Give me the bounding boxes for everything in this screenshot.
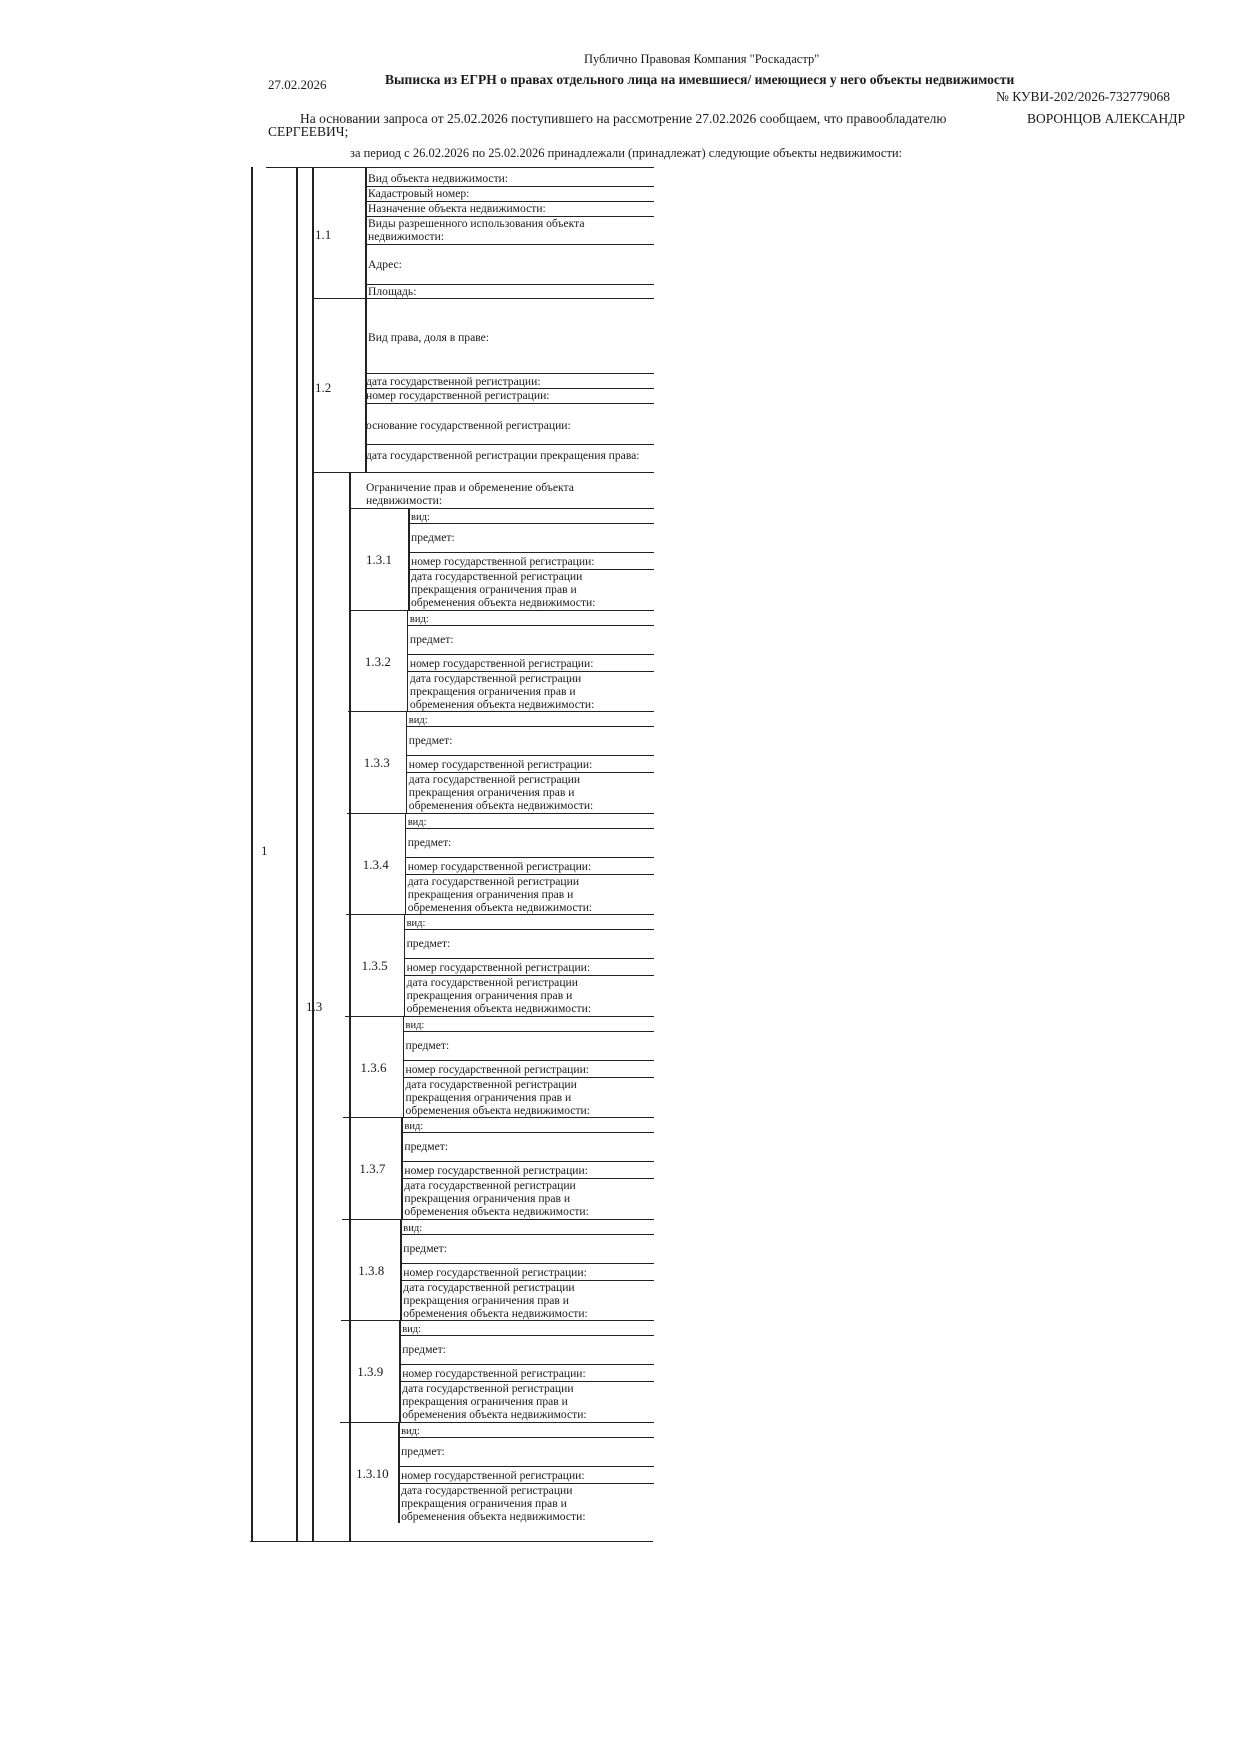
field-label: предмет: [406,937,451,950]
restriction-top-line [346,914,654,915]
field-label: вид: [405,1019,425,1031]
restriction-number: 1.3.10 [356,1465,389,1481]
field-line [398,1466,654,1467]
field-label: вид: [411,512,430,523]
restriction-number: 1.3.6 [360,1059,387,1075]
field-label: дата государственной регистрации прекращения ограничения прав и обременения объекта недвижимости: [401,1483,586,1523]
field-line [404,929,654,930]
section-heading: Ограничение прав и обременение объекта недвижимости: [366,481,574,507]
field-label: дата государственной регистрации прекращения права: [366,449,640,462]
restriction-top-line [343,1117,654,1118]
intro-text: На основании запроса от 25.02.2026 поступившего на рассмотрение 27.02.2026 сообщаем, что правообладателю [300,111,947,126]
field-label: дата государственной регистрации прекращения ограничения прав и обременения объекта недвижимости: [406,976,592,1015]
field-line [407,625,654,626]
field-line [366,403,654,404]
field-label: предмет: [408,734,453,747]
field-label: Адрес: [368,258,402,271]
period-line: за период с 26.02.2026 по 25.02.2026 принадлежали (принадлежат) следующие объекты недвижимости: [350,146,903,160]
field-label: номер государственной регистрации: [408,758,593,771]
restriction-number: 1.3.2 [364,653,391,669]
field-label: дата государственной регистрации прекращения ограничения прав и обременения объекта недвижимости: [405,1077,590,1117]
table-left-border [251,167,253,1541]
field-label: дата государственной регистрации прекращения ограничения прав и обременения объекта недвижимости: [409,671,595,711]
field-label: дата государственной регистрации прекращения ограничения прав и обременения объекта недвижимости: [402,1382,587,1421]
field-line [400,1234,654,1235]
section-divider [312,472,654,473]
restriction-number: 1.3.1 [366,552,392,567]
field-label: номер государственной регистрации: [405,1062,590,1076]
restriction-number: 1.3.4 [362,856,389,872]
field-label: Кадастровый номер: [368,187,470,200]
field-line [403,1060,655,1061]
field-label: номер государственной регистрации: [403,1265,587,1279]
restriction-top-line [347,813,654,814]
field-label: номер государственной регистрации: [366,389,550,402]
field-label: основание государственной регистрации: [366,419,571,432]
column-divider [349,472,351,1541]
document-date: 27.02.2026 [268,77,327,92]
field-label: вид: [406,918,426,929]
restriction-top-line [349,610,654,611]
column-divider [312,167,314,1541]
field-line [400,1263,654,1264]
field-label: дата государственной регистрации прекращения ограничения прав и обременения объекта недвижимости: [408,773,594,812]
field-label: предмет: [401,1444,445,1458]
section-number: 1.1 [315,227,332,242]
field-label: предмет: [402,1343,446,1356]
restriction-top-line [348,711,654,712]
restriction-top-line [341,1320,654,1321]
field-line [408,523,654,524]
field-line [399,1364,654,1365]
field-label: вид: [403,1222,423,1234]
field-label: Площадь: [368,285,417,298]
field-label: дата государственной регистрации прекращения ограничения прав и обременения объекта недвижимости: [411,570,596,609]
field-label: Виды разрешенного использования объекта недвижимости: [368,217,585,243]
field-line [398,1437,654,1438]
field-label: номер государственной регистрации: [402,1367,586,1380]
field-line [406,726,654,727]
document-number: № КУВИ-202/2026-732779068 [995,89,1170,104]
intro-line [300,111,1185,127]
field-line [401,1132,654,1133]
holder-name-continued: СЕРГЕЕВИЧ; [268,124,349,139]
field-line [405,828,654,829]
field-label: номер государственной регистрации: [407,859,592,873]
document-title: Выписка из ЕГРН о правах отдельного лица на имевшиеся/ имеющиеся у него объекты недвижимости [385,72,1015,87]
field-label: предмет: [403,1241,447,1255]
field-label: Вид объекта недвижимости: [368,172,509,185]
company-name: Публично Правовая Компания "Роскадастр" [584,52,820,66]
field-label: предмет: [411,531,455,544]
field-line [407,654,654,655]
field-label: вид: [408,715,428,726]
field-line [366,244,654,245]
restriction-top-line [340,1422,654,1423]
field-line [405,857,654,858]
field-label: вид: [401,1425,420,1437]
field-label: Назначение объекта недвижимости: [368,202,546,215]
field-label: дата государственной регистрации прекращения ограничения прав и обременения объекта недвижимости: [404,1179,589,1218]
field-label: предмет: [407,835,452,849]
field-label: номер государственной регистрации: [406,961,591,974]
restriction-number: 1.3.9 [357,1364,384,1379]
field-label: предмет: [409,632,454,646]
restriction-number: 1.3.3 [363,755,390,770]
table-bottom-border [250,1541,653,1542]
field-label: дата государственной регистрации прекращения ограничения прав и обременения объекта недвижимости: [403,1280,588,1320]
field-label: номер государственной регистрации: [401,1468,585,1482]
restriction-top-line [345,1016,655,1017]
field-line [401,1161,654,1162]
section-divider [312,298,654,299]
restriction-number: 1.3.7 [359,1161,386,1176]
field-label: дата государственной регистрации: [366,375,541,388]
field-label: вид: [409,613,429,625]
field-label: дата государственной регистрации прекращения ограничения прав и обременения объекта недвижимости: [407,874,593,914]
restriction-top-line [350,508,654,509]
section-number: 1.2 [315,380,332,395]
field-label: номер государственной регистрации: [404,1164,588,1177]
field-label: предмет: [404,1140,449,1153]
field-line [399,1335,654,1336]
field-line [403,1031,655,1032]
holder-name: ВОРОНЦОВ АЛЕКСАНДР [1027,111,1185,126]
field-label: вид: [402,1324,422,1335]
field-label: предмет: [405,1038,450,1052]
field-label: Вид права, доля в праве: [368,331,489,344]
field-label: вид: [407,816,427,828]
restriction-number: 1.3.5 [361,958,388,973]
field-label: номер государственной регистрации: [409,656,594,670]
table-top-border [266,167,654,168]
section-number: 1.3 [306,999,323,1014]
field-line [406,755,654,756]
restriction-top-line [342,1219,654,1220]
column-divider [296,167,298,1541]
field-line [408,552,654,553]
field-label: номер государственной регистрации: [411,555,595,568]
row-number: 1 [261,843,268,858]
field-label: вид: [404,1121,424,1132]
field-line [366,444,654,445]
field-line [366,373,654,374]
restriction-number: 1.3.8 [358,1262,385,1278]
field-line [404,958,654,959]
